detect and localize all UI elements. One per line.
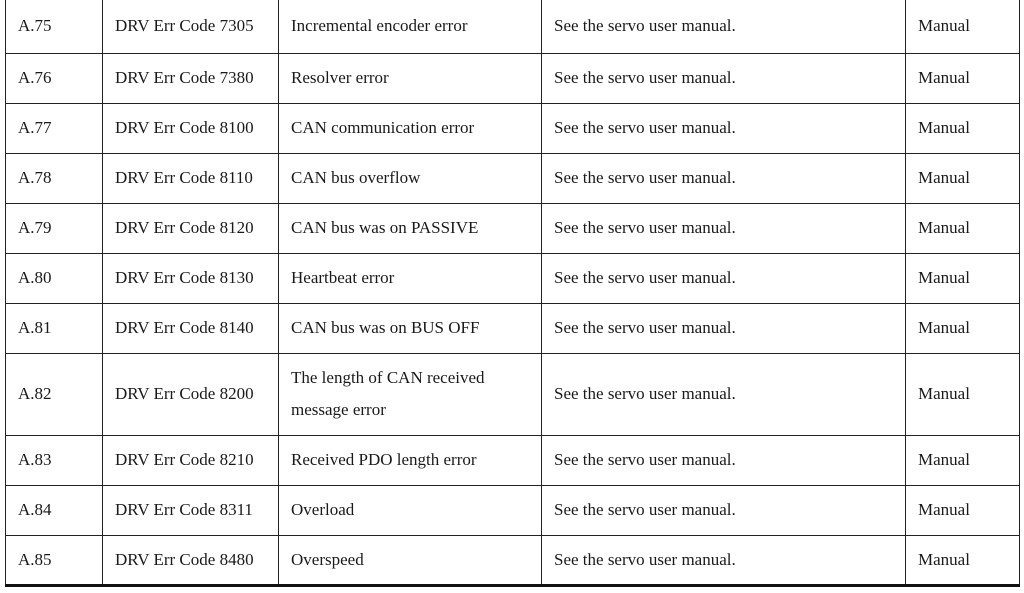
driver-error-code-cell: DRV Err Code 8200 bbox=[103, 353, 279, 435]
corrective-action-cell: See the servo user manual. bbox=[542, 53, 906, 103]
table-row bbox=[6, 203, 1020, 253]
reset-type-cell: Manual bbox=[906, 485, 1020, 535]
corrective-action-cell: See the servo user manual. bbox=[542, 303, 906, 353]
error-description-cell: CAN bus overflow bbox=[279, 153, 542, 203]
error-description-cell: Heartbeat error bbox=[279, 253, 542, 303]
alarm-number-cell: A.78 bbox=[6, 153, 103, 203]
table-row bbox=[6, 253, 1020, 303]
alarm-number-cell: A.85 bbox=[6, 535, 103, 585]
driver-error-code-cell: DRV Err Code 7305 bbox=[103, 0, 279, 53]
alarm-number-cell: A.76 bbox=[6, 53, 103, 103]
table-row bbox=[6, 435, 1020, 485]
error-description-cell: Overspeed bbox=[279, 535, 542, 585]
alarm-number-cell: A.84 bbox=[6, 485, 103, 535]
error-description-cell: Resolver error bbox=[279, 53, 542, 103]
reset-type-cell: Manual bbox=[906, 535, 1020, 585]
reset-type-cell: Manual bbox=[906, 353, 1020, 435]
error-description-cell: The length of CAN received message error bbox=[279, 353, 542, 435]
alarm-number-cell: A.83 bbox=[6, 435, 103, 485]
error-description-cell: CAN bus was on BUS OFF bbox=[279, 303, 542, 353]
corrective-action-cell: See the servo user manual. bbox=[542, 535, 906, 585]
alarm-number-cell: A.81 bbox=[6, 303, 103, 353]
corrective-action-cell: See the servo user manual. bbox=[542, 0, 906, 53]
error-code-table-container bbox=[5, 0, 1019, 587]
corrective-action-cell: See the servo user manual. bbox=[542, 103, 906, 153]
alarm-number-cell: A.80 bbox=[6, 253, 103, 303]
reset-type-cell: Manual bbox=[906, 103, 1020, 153]
driver-error-code-cell: DRV Err Code 8110 bbox=[103, 153, 279, 203]
driver-error-code-cell: DRV Err Code 7380 bbox=[103, 53, 279, 103]
driver-error-code-cell: DRV Err Code 8120 bbox=[103, 203, 279, 253]
reset-type-cell: Manual bbox=[906, 253, 1020, 303]
error-description-cell: CAN communication error bbox=[279, 103, 542, 153]
error-description-cell: Overload bbox=[279, 485, 542, 535]
error-description-cell: CAN bus was on PASSIVE bbox=[279, 203, 542, 253]
error-code-table-body bbox=[6, 0, 1020, 585]
corrective-action-cell: See the servo user manual. bbox=[542, 353, 906, 435]
driver-error-code-cell: DRV Err Code 8311 bbox=[103, 485, 279, 535]
alarm-number-cell: A.77 bbox=[6, 103, 103, 153]
table-row bbox=[6, 153, 1020, 203]
reset-type-cell: Manual bbox=[906, 0, 1020, 53]
alarm-number-cell: A.79 bbox=[6, 203, 103, 253]
driver-error-code-cell: DRV Err Code 8140 bbox=[103, 303, 279, 353]
reset-type-cell: Manual bbox=[906, 303, 1020, 353]
reset-type-cell: Manual bbox=[906, 203, 1020, 253]
table-row bbox=[6, 0, 1020, 53]
error-description-cell: Incremental encoder error bbox=[279, 0, 542, 53]
driver-error-code-cell: DRV Err Code 8210 bbox=[103, 435, 279, 485]
table-row bbox=[6, 353, 1020, 435]
driver-error-code-cell: DRV Err Code 8130 bbox=[103, 253, 279, 303]
table-row bbox=[6, 485, 1020, 535]
table-row bbox=[6, 103, 1020, 153]
driver-error-code-cell: DRV Err Code 8100 bbox=[103, 103, 279, 153]
table-row bbox=[6, 535, 1020, 585]
corrective-action-cell: See the servo user manual. bbox=[542, 203, 906, 253]
corrective-action-cell: See the servo user manual. bbox=[542, 253, 906, 303]
table-row bbox=[6, 53, 1020, 103]
reset-type-cell: Manual bbox=[906, 435, 1020, 485]
driver-error-code-cell: DRV Err Code 8480 bbox=[103, 535, 279, 585]
alarm-number-cell: A.75 bbox=[6, 0, 103, 53]
table-row bbox=[6, 303, 1020, 353]
corrective-action-cell: See the servo user manual. bbox=[542, 435, 906, 485]
alarm-number-cell: A.82 bbox=[6, 353, 103, 435]
corrective-action-cell: See the servo user manual. bbox=[542, 485, 906, 535]
corrective-action-cell: See the servo user manual. bbox=[542, 153, 906, 203]
reset-type-cell: Manual bbox=[906, 53, 1020, 103]
error-description-cell: Received PDO length error bbox=[279, 435, 542, 485]
error-code-table bbox=[5, 0, 1020, 587]
reset-type-cell: Manual bbox=[906, 153, 1020, 203]
